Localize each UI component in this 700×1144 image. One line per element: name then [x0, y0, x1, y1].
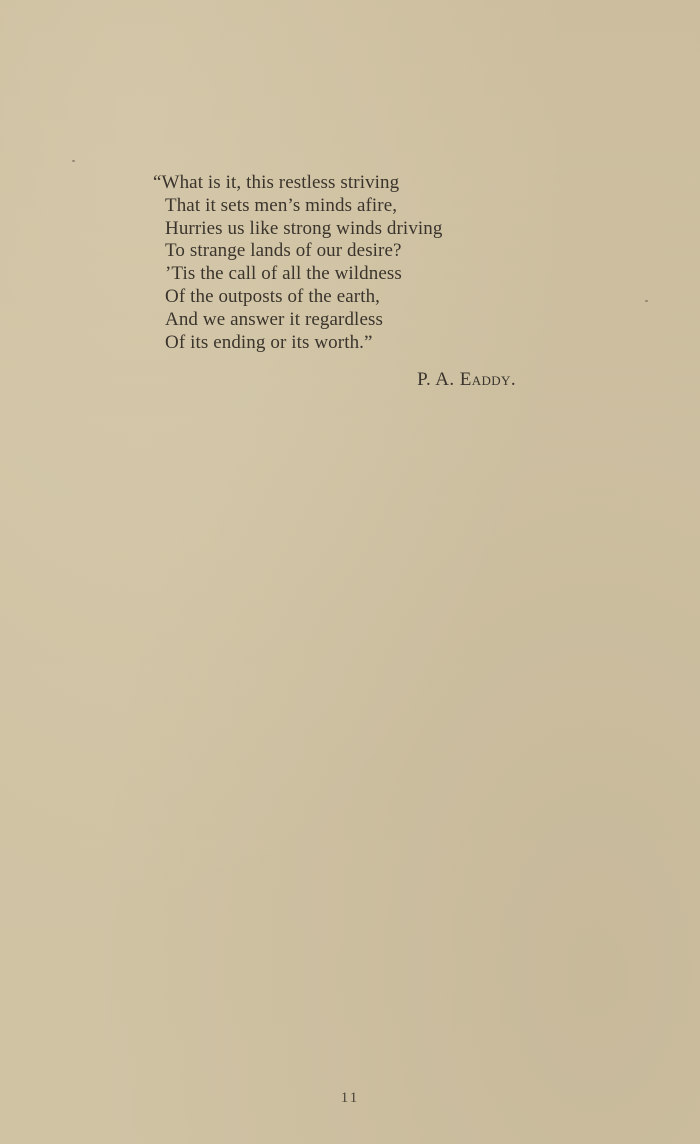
page-number: 11 [340, 1090, 360, 1106]
poem-line: Of its ending or its worth.” [165, 331, 373, 353]
poem-line: ’Tis the call of all the wildness [165, 263, 402, 285]
poem-epigraph [153, 172, 533, 354]
paper-speck [645, 300, 648, 302]
poem-line: To strange lands of our desire? [165, 240, 402, 262]
poem-line: Of the outposts of the earth, [165, 285, 381, 307]
poem-line: That it sets men’s minds afire, [165, 194, 398, 216]
poem-line: Hurries us like strong winds driving [165, 217, 443, 239]
poem-line: And we answer it regardless [165, 308, 383, 330]
paper-speck [72, 160, 75, 162]
poem-attribution: P. A. Eaddy. [417, 369, 516, 390]
poem-line: “What is it, this restless striving [153, 172, 400, 193]
